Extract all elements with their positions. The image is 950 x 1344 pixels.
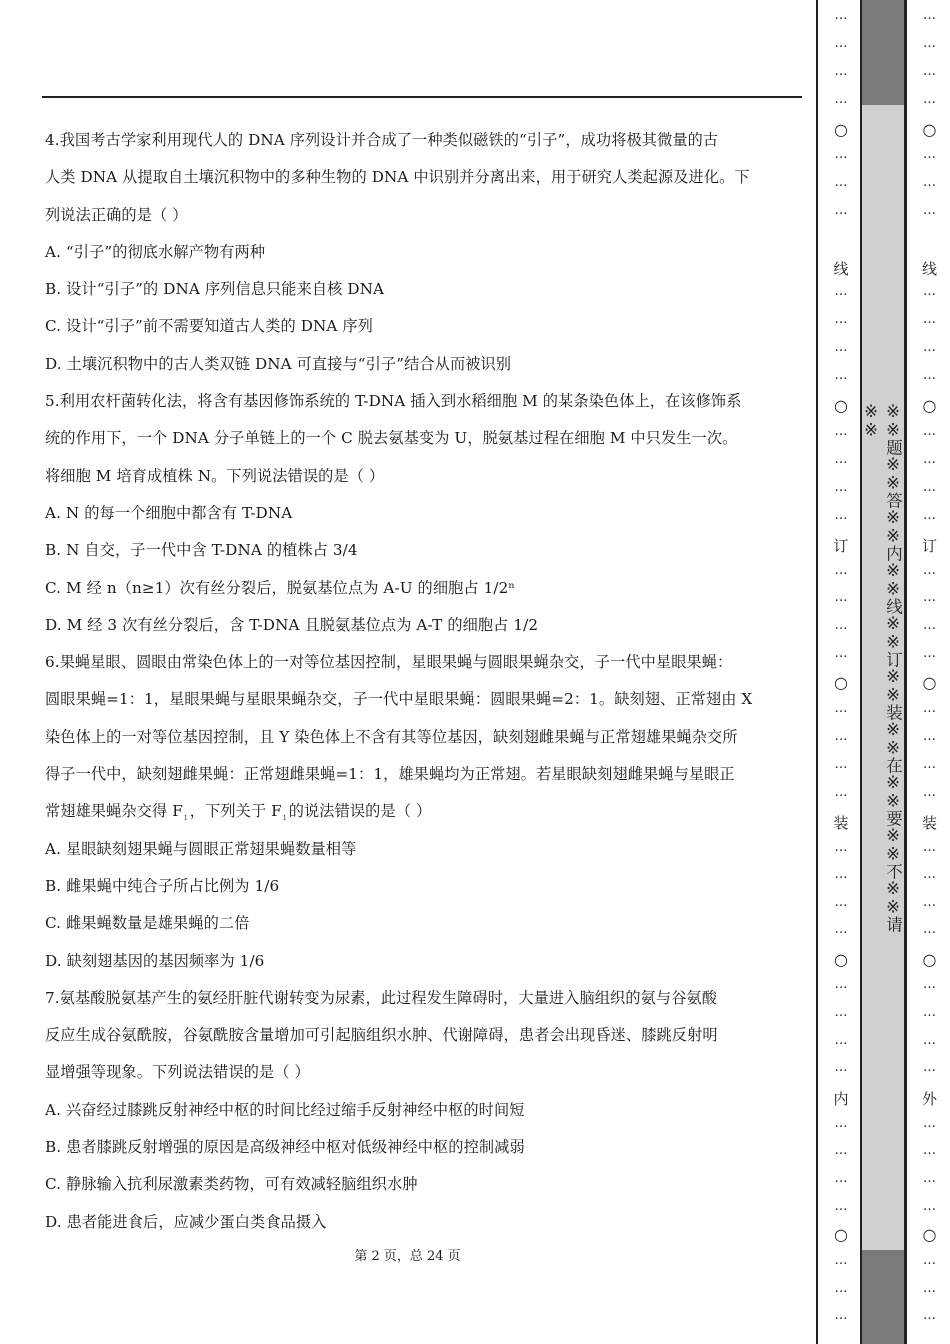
binding-dots: … (923, 312, 936, 327)
binding-dots: … (923, 64, 936, 79)
binding-mark: 外 (921, 1090, 937, 1108)
binding-dots: … (834, 867, 848, 882)
binding-dots: … (923, 92, 936, 107)
binding-dots: … (834, 729, 848, 744)
binding-mark: 订 (921, 537, 937, 555)
binding-dots: … (834, 1116, 848, 1131)
notice-bar (860, 0, 906, 1344)
q6-f1-before: 常翅雄果蝇杂交得 F (45, 802, 183, 821)
binding-dots: … (923, 757, 936, 772)
binding-circle: ○ (834, 1225, 848, 1244)
q6-f1-after: 的说法错误的是（ ） (288, 802, 432, 821)
binding-dots: … (923, 1116, 936, 1131)
q4-stem-line-2: 人类 DNA 从提取自土壤沉积物中的多种生物的 DNA 中识别并分离出来，用于研究人类起源及进化。下 (45, 168, 750, 187)
binding-dots: … (834, 701, 848, 716)
binding-dots: … (923, 1060, 936, 1075)
binding-dots: … (834, 92, 848, 107)
binding-mark: 线 (921, 260, 937, 278)
q7-stem-line-1: 7.氨基酸脱氨基产生的氨经肝脏代谢转变为尿素，此过程发生障碍时，大量进入脑组织的氨与谷氨酸 (45, 988, 718, 1007)
binding-dots: … (834, 452, 848, 467)
binding-dots: … (834, 1171, 848, 1186)
q5-option-a: A. N 的每一个细胞中都含有 T-DNA (45, 503, 293, 522)
binding-dots: … (923, 368, 936, 383)
binding-dots: … (923, 867, 936, 882)
q4-stem-line-3: 列说法正确的是（ ） (45, 205, 188, 224)
binding-circle: ○ (834, 396, 848, 415)
q5-stem-line-1: 5.利用农杆菌转化法，将含有基因修饰系统的 T-DNA 插入到水稻细胞 M 的某条染色体上，在该修饰系 (45, 392, 742, 411)
binding-dots: … (834, 203, 848, 218)
question-content (45, 122, 805, 1241)
binding-dots: … (834, 563, 848, 578)
binding-dots: … (834, 1281, 848, 1296)
binding-dots: … (923, 1308, 936, 1323)
binding-dots: … (834, 618, 848, 633)
binding-dots: … (923, 340, 936, 355)
binding-circle: ○ (922, 950, 937, 969)
binding-dots: … (834, 368, 848, 383)
binding-dots: … (834, 284, 848, 299)
header-rule (42, 96, 802, 98)
q6-stem-line-4: 得子一代中，缺刻翅雌果蝇：正常翅雌果蝇=1：1，雄果蝇均为正常翅。若星眼缺刻翅雌果蝇与星眼正 (45, 765, 735, 784)
binding-dots: … (923, 203, 936, 218)
binding-circle: ○ (922, 673, 937, 692)
binding-dots: … (834, 480, 848, 495)
binding-dots: … (834, 424, 848, 439)
binding-circle: ○ (922, 1225, 937, 1244)
binding-dots: … (923, 1171, 936, 1186)
q6-f1-subscript-2: 1 (282, 815, 287, 823)
binding-dots: … (923, 1143, 936, 1158)
binding-dots: … (923, 840, 936, 855)
binding-dots: … (834, 1199, 848, 1214)
binding-dots: … (923, 618, 936, 633)
binding-dots: … (834, 785, 848, 800)
q7-option-b: B. 患者膝跳反射增强的原因是高级神经中枢对低级神经中枢的控制减弱 (45, 1138, 525, 1157)
binding-dots: … (923, 590, 936, 605)
binding-dots: … (923, 424, 936, 439)
binding-dots: … (923, 1005, 936, 1020)
binding-strip-outer (905, 0, 950, 1344)
binding-circle: ○ (834, 120, 848, 139)
q7-stem-line-3: 显增强等现象。下列说法错误的是（ ） (45, 1063, 310, 1082)
q7-option-c: C. 静脉输入抗利尿激素类药物，可有效减轻脑组织水肿 (45, 1175, 418, 1194)
binding-dots: … (834, 8, 848, 23)
binding-dots: … (834, 1033, 848, 1048)
binding-dots: … (834, 340, 848, 355)
binding-dots: … (923, 147, 936, 162)
binding-circle: ○ (922, 396, 937, 415)
binding-dots: … (923, 977, 936, 992)
binding-mark: 内 (833, 1090, 849, 1108)
q5-stem-line-3: 将细胞 M 培育成植株 N。下列说法错误的是（ ） (45, 466, 385, 485)
binding-dots: … (834, 1253, 848, 1268)
binding-strip-inner (816, 0, 864, 1344)
q6-option-d: D. 缺刻翅基因的基因频率为 1/6 (45, 951, 265, 970)
binding-circle: ○ (834, 950, 848, 969)
binding-dots: … (923, 1199, 936, 1214)
binding-dots: … (834, 977, 848, 992)
q6-stem-line-1: 6.果蝇星眼、圆眼由常染色体上的一对等位基因控制，星眼果蝇与圆眼果蝇杂交，子一代中星眼果蝇： (45, 653, 733, 672)
binding-dots: … (923, 701, 936, 716)
q6-option-c: C. 雌果蝇数量是雄果蝇的二倍 (45, 914, 250, 933)
binding-dots: … (834, 175, 848, 190)
binding-circle: ○ (922, 120, 937, 139)
binding-dots: … (923, 646, 936, 661)
binding-dots: … (834, 590, 848, 605)
binding-mark: 订 (833, 537, 849, 555)
binding-dots: … (923, 895, 936, 910)
notice-bar-top-block (862, 0, 904, 105)
q4-stem-line-1: 4.我国考古学家利用现代人的 DNA 序列设计并合成了一种类似磁铁的“引子”，成功将极其微量的古 (45, 131, 719, 149)
q5-option-b: B. N 自交，子一代中含 T-DNA 的植株占 3/4 (45, 541, 358, 560)
binding-mark: 线 (833, 260, 849, 278)
q7-option-d: D. 患者能进食后，应减少蛋白类食品摄入 (45, 1212, 327, 1231)
q6-stem-line-3: 染色体上的一对等位基因控制，且 Y 染色体上不含有其等位基因，缺刻翅雌果蝇与正常翅雄果蝇杂交所 (45, 727, 738, 746)
binding-dots: … (834, 757, 848, 772)
binding-dots: … (923, 1281, 936, 1296)
q5-option-c: C. M 经 n（n≥1）次有丝分裂后，脱氨基位点为 A-U 的细胞占 1/2ⁿ (45, 578, 516, 597)
binding-dots: … (834, 1060, 848, 1075)
binding-dots: … (834, 147, 848, 162)
binding-dots: … (834, 922, 848, 937)
page-footer: 第 2 页，总 24 页 (354, 1249, 461, 1264)
binding-circle: ○ (834, 673, 848, 692)
q6-option-b: B. 雌果蝇中纯合子所占比例为 1/6 (45, 876, 280, 895)
binding-dots: … (834, 1143, 848, 1158)
binding-dots: … (834, 36, 848, 51)
binding-dots: … (834, 895, 848, 910)
binding-dots: … (923, 922, 936, 937)
binding-dots: … (834, 64, 848, 79)
binding-dots: … (923, 480, 936, 495)
q5-stem-line-2: 统的作用下，一个 DNA 分子单链上的一个 C 脱去氨基变为 U，脱氨基过程在细胞 M 中只发生一次。 (45, 429, 738, 448)
binding-mark: 装 (921, 814, 937, 832)
q4-option-a: A. “引子”的彻底水解产物有两种 (45, 242, 266, 261)
binding-dots: … (834, 312, 848, 327)
q7-stem-line-2: 反应生成谷氨酰胺，谷氨酰胺含量增加可引起脑组织水肿、代谢障碍，患者会出现昏迷、膝跳反射明 (45, 1026, 718, 1045)
q6-stem-line-2: 圆眼果蝇=1：1，星眼果蝇与星眼果蝇杂交，子一代中星眼果蝇：圆眼果蝇=2：1。缺刻翅、正常翅由 X (45, 690, 753, 709)
binding-dots: … (923, 785, 936, 800)
binding-mark: 装 (833, 814, 849, 832)
binding-dots: … (923, 8, 936, 23)
binding-dots: … (923, 284, 936, 299)
binding-dots: … (834, 840, 848, 855)
q7-option-a: A. 兴奋经过膝跳反射神经中枢的时间比经过缩手反射神经中枢的时间短 (45, 1100, 525, 1119)
binding-dots: … (923, 36, 936, 51)
notice-bar-bottom-block (862, 1250, 904, 1344)
binding-dots: … (834, 1005, 848, 1020)
q5-option-d: D. M 经 3 次有丝分裂后，含 T-DNA 且脱氨基位点为 A-T 的细胞占 1/2 (45, 615, 539, 634)
binding-dots: … (923, 452, 936, 467)
binding-dots: … (923, 508, 936, 523)
q6-f1-subscript-1: 1 (183, 815, 188, 823)
binding-dots: … (923, 729, 936, 744)
binding-dots: … (834, 508, 848, 523)
q6-f1-middle: ，下列关于 F (189, 802, 282, 821)
binding-dots: … (923, 175, 936, 190)
binding-notice: ※※题※※答※※内※※线※※订※※装※※在※※要※※不※※请※※ (861, 402, 903, 932)
q4-option-b: B. 设计“引子”的 DNA 序列信息只能来自核 DNA (45, 280, 385, 299)
binding-dots: … (923, 563, 936, 578)
binding-dots: … (834, 646, 848, 661)
q6-stem-line-5 (45, 793, 805, 830)
q4-option-c: C. 设计“引子”前不需要知道古人类的 DNA 序列 (45, 317, 373, 336)
q6-option-a: A. 星眼缺刻翅果蝇与圆眼正常翅果蝇数量相等 (45, 839, 357, 858)
binding-dots: … (923, 1033, 936, 1048)
q4-option-d: D. 土壤沉积物中的古人类双链 DNA 可直接与“引子”结合从而被识别 (45, 354, 512, 373)
binding-dots: … (923, 1253, 936, 1268)
binding-dots: … (834, 1308, 848, 1323)
